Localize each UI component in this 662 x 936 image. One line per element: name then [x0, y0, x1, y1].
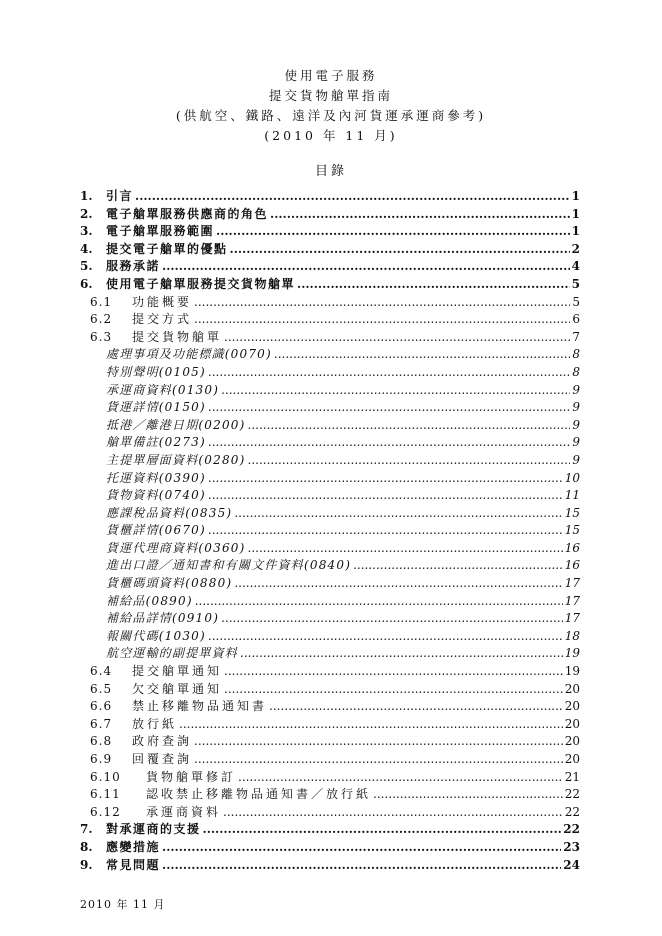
toc-entry-label: 特別聲明(0105) [106, 364, 206, 379]
toc-entry-label: 政府查詢 [132, 734, 193, 749]
toc-entry-page-number: 7 [572, 329, 580, 344]
toc-dot-leader [248, 417, 571, 435]
toc-entry-label: 對承運商的支援 [106, 822, 201, 837]
toc-entry-page-number: 20 [564, 681, 580, 696]
toc-entry-label: 處理事項及功能標識(0070) [106, 347, 272, 362]
toc-entry-label: 應課稅品資料(0835) [106, 505, 233, 520]
toc-dot-leader [135, 188, 570, 206]
toc-entry-page-number: 18 [564, 628, 580, 643]
toc-entry[interactable] [80, 751, 580, 769]
toc-entry-number: 6.1 [90, 294, 113, 309]
toc-entry[interactable] [80, 716, 580, 734]
toc-dot-leader [194, 733, 563, 751]
toc-dot-leader [373, 786, 563, 804]
toc-entry-page-number: 9 [572, 400, 580, 415]
table-of-contents [80, 188, 580, 874]
toc-entry-label: 使用電子艙單服務提交貨物艙單 [106, 276, 296, 291]
toc-entry-label: 服務承諾 [106, 259, 161, 274]
toc-entry[interactable] [80, 188, 580, 206]
header-service-title: 使用電子服務 [284, 68, 378, 83]
toc-dot-leader [234, 505, 562, 523]
toc-entry-page-number: 19 [564, 646, 580, 661]
toc-entry[interactable] [80, 628, 580, 646]
toc-entry[interactable] [80, 311, 580, 329]
toc-entry-label: 提交電子艙單的優點 [106, 241, 228, 256]
toc-dot-leader [221, 610, 563, 628]
toc-entry[interactable] [80, 698, 580, 716]
toc-entry-page-number: 1 [571, 206, 580, 221]
toc-entry-label: 功能概要 [132, 294, 193, 309]
header-audience: (供航空、鐵路、遠洋及內河貨運承運商參考) [175, 108, 487, 123]
toc-entry-label: 提交方式 [132, 312, 193, 327]
toc-dot-leader [230, 241, 570, 259]
toc-entry-page-number: 22 [564, 787, 580, 802]
toc-entry-number: 6.11 [90, 787, 121, 802]
toc-dot-leader [248, 452, 571, 470]
toc-entry-number: 6.4 [90, 664, 113, 679]
toc-entry-label: 回覆查詢 [132, 752, 193, 766]
toc-entry[interactable] [80, 452, 580, 470]
toc-dot-leader [224, 329, 570, 347]
toc-entry-label: 認收禁止移離物品通知書／放行紙 [146, 787, 372, 802]
toc-entry-label: 應變措施 [106, 839, 161, 854]
toc-entry-number: 6.7 [90, 716, 113, 731]
toc-entry-page-number: 22 [564, 804, 580, 819]
toc-entry[interactable] [80, 645, 580, 663]
toc-entry-page-number: 20 [564, 716, 580, 731]
toc-entry-label: 補給品(0890) [106, 593, 193, 608]
toc-dot-leader [223, 804, 563, 822]
toc-entry-label: 貨物艙單修訂 [146, 769, 237, 784]
toc-dot-leader [224, 681, 563, 699]
toc-dot-leader [234, 575, 562, 593]
toc-entry[interactable] [80, 399, 580, 417]
toc-dot-leader [179, 716, 563, 734]
toc-entry[interactable] [80, 681, 580, 699]
toc-entry[interactable] [80, 593, 580, 611]
toc-entry-page-number: 22 [563, 822, 580, 837]
toc-dot-leader [221, 382, 570, 400]
toc-entry[interactable] [80, 258, 580, 276]
toc-entry-page-number: 2 [571, 241, 580, 256]
toc-entry-label: 航空運輸的副提單資料 [106, 646, 239, 661]
toc-dot-leader [208, 522, 563, 540]
toc-entry[interactable] [80, 241, 580, 259]
toc-entry[interactable] [80, 276, 580, 294]
toc-entry-number: 6.10 [90, 769, 121, 784]
toc-entry-page-number: 1 [571, 189, 580, 203]
toc-entry[interactable] [80, 346, 580, 364]
toc-dot-leader [208, 628, 563, 646]
toc-entry-page-number: 20 [564, 734, 580, 749]
toc-entry[interactable] [80, 417, 580, 435]
toc-entry-number: 6. [80, 276, 93, 291]
toc-dot-leader [208, 364, 570, 382]
toc-entry[interactable] [80, 470, 580, 488]
toc-entry-label: 承運商資料 [146, 804, 222, 819]
toc-dot-leader [270, 206, 570, 224]
toc-entry-number: 6.2 [90, 312, 113, 327]
toc-entry[interactable] [80, 557, 580, 575]
toc-entry-number: 9. [80, 857, 93, 872]
document-header [0, 66, 662, 146]
toc-entry-page-number: 24 [563, 857, 580, 872]
toc-entry-label: 報關代碼(1030) [106, 628, 206, 643]
toc-entry-label: 常見問題 [106, 857, 161, 872]
toc-dot-leader [208, 487, 563, 505]
toc-dot-leader [208, 434, 570, 452]
toc-dot-leader [248, 540, 563, 558]
toc-dot-leader [203, 821, 562, 839]
toc-entry-page-number: 21 [564, 769, 580, 784]
toc-entry[interactable] [80, 540, 580, 558]
toc-entry-label: 托運資料(0390) [106, 470, 206, 485]
toc-entry-number: 4. [80, 241, 93, 256]
toc-dot-leader [240, 645, 563, 663]
toc-entry-page-number: 5 [572, 294, 580, 309]
toc-entry-number: 6.5 [90, 681, 113, 696]
toc-dot-leader [194, 311, 570, 329]
toc-entry-label: 貨櫃詳情(0670) [106, 523, 206, 538]
toc-dot-leader [224, 663, 563, 681]
toc-entry[interactable] [80, 769, 580, 787]
toc-dot-leader [353, 557, 563, 575]
toc-entry-page-number: 4 [571, 259, 580, 274]
toc-entry-page-number: 9 [572, 435, 580, 450]
toc-dot-leader [297, 276, 570, 294]
toc-entry-number: 3. [80, 224, 93, 239]
toc-entry-label: 放行紙 [132, 716, 178, 731]
header-guide-title: 提交貨物艙單指南 [268, 88, 393, 103]
toc-entry-page-number: 23 [563, 839, 580, 854]
toc-entry-page-number: 9 [572, 417, 580, 432]
toc-entry-label: 抵港／離港日期(0200) [106, 417, 246, 432]
toc-entry-label: 禁止移離物品通知書 [132, 699, 268, 714]
toc-dot-leader [208, 470, 563, 488]
toc-entry-number: 6.3 [90, 329, 113, 344]
toc-entry-label: 電子艙單服務範圍 [106, 224, 215, 239]
toc-entry-page-number: 16 [564, 558, 580, 573]
toc-entry[interactable] [80, 223, 580, 241]
toc-entry-label: 欠交艙單通知 [132, 681, 223, 696]
toc-entry-number: 6.12 [90, 804, 121, 819]
toc-entry-page-number: 6 [572, 312, 580, 327]
toc-entry-label: 貨運詳情(0150) [106, 400, 206, 415]
page-footer-date: 2010 年 11 月 [80, 898, 166, 911]
toc-dot-leader [162, 258, 570, 276]
toc-entry-number: 7. [80, 822, 93, 837]
toc-entry-page-number: 17 [564, 611, 580, 626]
toc-entry-page-number: 5 [571, 276, 580, 291]
toc-entry[interactable] [80, 522, 580, 540]
toc-entry[interactable] [80, 487, 580, 505]
toc-entry[interactable] [80, 804, 580, 822]
toc-entry-number: 8. [80, 839, 93, 854]
toc-entry-page-number: 16 [564, 540, 580, 555]
toc-entry-page-number: 15 [564, 523, 580, 538]
toc-entry[interactable] [80, 733, 580, 751]
toc-entry[interactable] [80, 663, 580, 681]
toc-entry-number: 1. [80, 189, 93, 203]
toc-entry-number: 6.6 [90, 699, 113, 714]
toc-title: 目錄 [314, 164, 347, 179]
toc-entry-label: 提交貨物艙單 [132, 329, 223, 344]
toc-entry[interactable] [80, 786, 580, 804]
toc-entry[interactable] [80, 839, 580, 857]
toc-entry-page-number: 9 [572, 452, 580, 467]
toc-entry[interactable] [80, 610, 580, 628]
toc-entry-page-number: 17 [564, 576, 580, 591]
toc-entry-label: 貨運代理商資料(0360) [106, 540, 246, 555]
toc-entry-page-number: 17 [564, 593, 580, 608]
toc-entry-page-number: 19 [564, 664, 580, 679]
toc-entry-page-number: 8 [572, 347, 580, 362]
toc-entry-page-number: 15 [564, 505, 580, 520]
toc-entry-page-number: 8 [572, 364, 580, 379]
toc-dot-leader [208, 399, 570, 417]
toc-entry-page-number: 1 [571, 224, 580, 239]
toc-entry-page-number: 20 [564, 752, 580, 766]
toc-dot-leader [194, 751, 563, 769]
header-date: (2010 年 11 月) [264, 128, 398, 143]
toc-entry-page-number: 11 [564, 488, 580, 503]
toc-entry[interactable] [80, 505, 580, 523]
toc-dot-leader [274, 346, 570, 364]
toc-dot-leader [238, 769, 563, 787]
toc-entry-label: 承運商資料(0130) [106, 382, 220, 397]
toc-entry-label: 進出口證／通知書和有關文件資料(0840) [106, 558, 352, 573]
toc-entry-label: 補給品詳情(0910) [106, 611, 220, 626]
toc-entry-number: 6.8 [90, 734, 113, 749]
toc-entry-number: 6.9 [90, 752, 113, 766]
toc-entry-page-number: 9 [572, 382, 580, 397]
toc-entry[interactable] [80, 294, 580, 312]
toc-entry-label: 電子艙單服務供應商的角色 [106, 206, 269, 221]
toc-entry[interactable] [80, 434, 580, 452]
toc-entry[interactable] [80, 364, 580, 382]
toc-entry-label: 貨櫃碼頭資料(0880) [106, 576, 233, 591]
toc-entry-label: 引言 [106, 189, 134, 203]
toc-entry[interactable] [80, 857, 580, 875]
toc-entry-label: 提交艙單通知 [132, 664, 223, 679]
toc-entry[interactable] [80, 821, 580, 839]
toc-entry[interactable] [80, 575, 580, 593]
toc-dot-leader [162, 839, 561, 857]
toc-entry-label: 主提單層面資料(0280) [106, 452, 246, 467]
toc-dot-leader [194, 294, 570, 312]
toc-dot-leader [195, 593, 563, 611]
toc-entry-page-number: 20 [564, 699, 580, 714]
toc-entry-page-number: 10 [564, 470, 580, 485]
toc-entry-number: 2. [80, 206, 93, 221]
toc-entry-number: 5. [80, 259, 93, 274]
toc-dot-leader [216, 223, 570, 241]
toc-entry[interactable] [80, 329, 580, 347]
toc-dot-leader [269, 698, 563, 716]
toc-dot-leader [162, 857, 561, 875]
toc-entry-label: 貨物資料(0740) [106, 488, 206, 503]
toc-entry[interactable] [80, 382, 580, 400]
toc-entry-label: 艙單備註(0273) [106, 435, 206, 450]
toc-entry[interactable] [80, 206, 580, 224]
